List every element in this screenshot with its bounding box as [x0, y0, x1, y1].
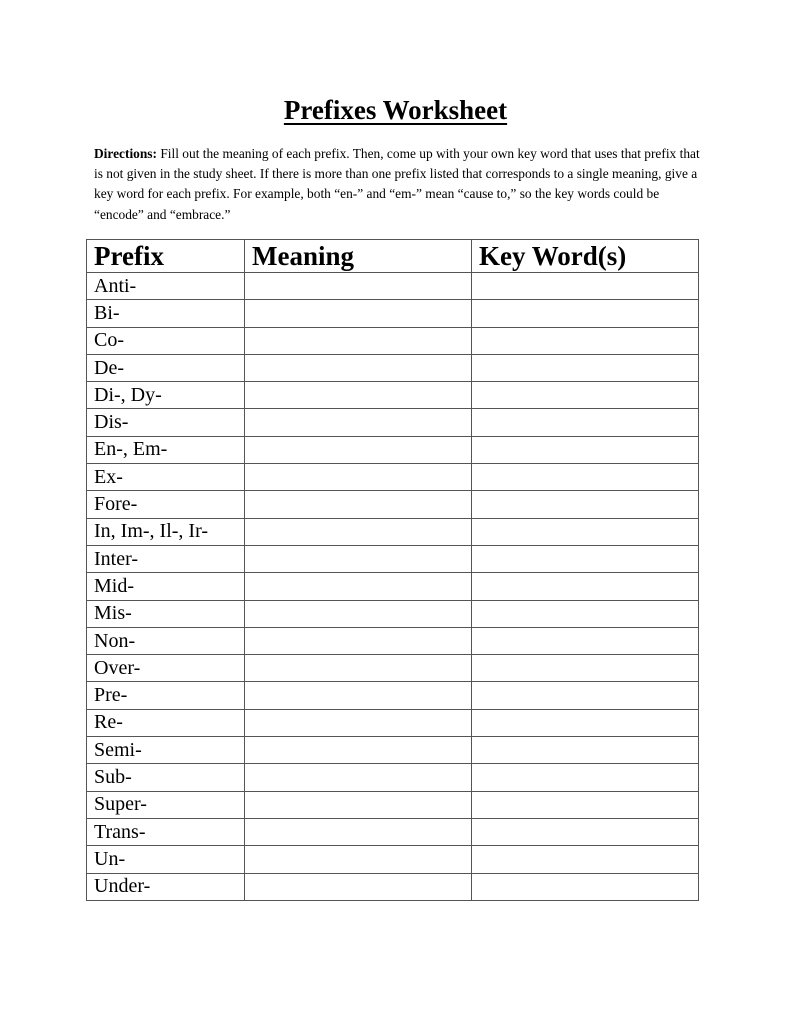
- meaning-cell[interactable]: [245, 409, 472, 436]
- table-row: [87, 709, 699, 736]
- key-words-cell[interactable]: [472, 873, 699, 900]
- meaning-cell[interactable]: [245, 545, 472, 572]
- key-words-cell[interactable]: [472, 409, 699, 436]
- meaning-cell[interactable]: [245, 464, 472, 491]
- prefix-cell: Super-: [87, 791, 245, 818]
- table-row: [87, 627, 699, 654]
- prefix-cell: Anti-: [87, 273, 245, 300]
- header-key-words: Key Word(s): [472, 240, 699, 273]
- table-row: [87, 300, 699, 327]
- key-words-cell[interactable]: [472, 300, 699, 327]
- key-words-cell[interactable]: [472, 846, 699, 873]
- key-words-cell[interactable]: [472, 382, 699, 409]
- meaning-cell[interactable]: [245, 873, 472, 900]
- table-row: [87, 273, 699, 300]
- table-row: [87, 436, 699, 463]
- key-words-cell[interactable]: [472, 791, 699, 818]
- key-words-cell[interactable]: [472, 764, 699, 791]
- meaning-cell[interactable]: [245, 436, 472, 463]
- page-title: Prefixes Worksheet: [283, 95, 508, 125]
- meaning-cell[interactable]: [245, 627, 472, 654]
- prefix-cell: Ex-: [87, 464, 245, 491]
- meaning-cell[interactable]: [245, 273, 472, 300]
- meaning-cell[interactable]: [245, 573, 472, 600]
- key-words-cell[interactable]: [472, 600, 699, 627]
- meaning-cell[interactable]: [245, 382, 472, 409]
- meaning-cell[interactable]: [245, 818, 472, 845]
- prefix-cell: Sub-: [87, 764, 245, 791]
- table-row: [87, 791, 699, 818]
- meaning-cell[interactable]: [245, 327, 472, 354]
- prefix-cell: Mis-: [87, 600, 245, 627]
- key-words-cell[interactable]: [472, 354, 699, 381]
- table-row: [87, 491, 699, 518]
- prefix-cell: Co-: [87, 327, 245, 354]
- meaning-cell[interactable]: [245, 300, 472, 327]
- meaning-cell[interactable]: [245, 354, 472, 381]
- meaning-cell[interactable]: [245, 682, 472, 709]
- key-words-cell[interactable]: [472, 518, 699, 545]
- table-row: [87, 873, 699, 900]
- prefix-cell: Trans-: [87, 818, 245, 845]
- meaning-cell[interactable]: [245, 709, 472, 736]
- prefix-cell: Mid-: [87, 573, 245, 600]
- key-words-cell[interactable]: [472, 573, 699, 600]
- prefix-cell: Under-: [87, 873, 245, 900]
- prefix-cell: Un-: [87, 846, 245, 873]
- table-row: [87, 518, 699, 545]
- meaning-cell[interactable]: [245, 655, 472, 682]
- prefix-cell: Over-: [87, 655, 245, 682]
- table-row: [87, 682, 699, 709]
- directions-text: Fill out the meaning of each prefix. Then, come up with your own key word that uses that prefix that is not given in the study sheet. If there is more than one prefix listed that corresponds to a single meaning, give a key word for each prefix. For example, both “en-” and “em-” mean “cause to,” so the key words could be “encode” and “embrace.”: [94, 146, 700, 222]
- table-row: [87, 573, 699, 600]
- prefix-cell: Dis-: [87, 409, 245, 436]
- key-words-cell[interactable]: [472, 818, 699, 845]
- table-row: [87, 764, 699, 791]
- meaning-cell[interactable]: [245, 600, 472, 627]
- meaning-cell[interactable]: [245, 764, 472, 791]
- prefix-cell: Inter-: [87, 545, 245, 572]
- header-meaning: Meaning: [245, 240, 472, 273]
- meaning-cell[interactable]: [245, 518, 472, 545]
- meaning-cell[interactable]: [245, 791, 472, 818]
- table-row: [87, 464, 699, 491]
- directions-label: Directions:: [94, 146, 157, 161]
- key-words-cell[interactable]: [472, 491, 699, 518]
- table-row: [87, 327, 699, 354]
- key-words-cell[interactable]: [472, 464, 699, 491]
- key-words-cell[interactable]: [472, 273, 699, 300]
- key-words-cell[interactable]: [472, 655, 699, 682]
- meaning-cell[interactable]: [245, 737, 472, 764]
- table-row: [87, 818, 699, 845]
- prefix-cell: Fore-: [87, 491, 245, 518]
- table-row: [87, 655, 699, 682]
- key-words-cell[interactable]: [472, 737, 699, 764]
- table-row: [87, 846, 699, 873]
- prefix-table: [86, 239, 699, 901]
- table-row: [87, 409, 699, 436]
- prefix-cell: Bi-: [87, 300, 245, 327]
- table-body: [87, 273, 699, 901]
- key-words-cell[interactable]: [472, 709, 699, 736]
- directions-paragraph: [94, 144, 704, 225]
- prefix-cell: En-, Em-: [87, 436, 245, 463]
- key-words-cell[interactable]: [472, 327, 699, 354]
- table-header-row: [87, 240, 699, 273]
- prefix-cell: Pre-: [87, 682, 245, 709]
- header-prefix: Prefix: [87, 240, 245, 273]
- prefix-cell: In, Im-, Il-, Ir-: [87, 518, 245, 545]
- table-row: [87, 382, 699, 409]
- table-row: [87, 737, 699, 764]
- meaning-cell[interactable]: [245, 846, 472, 873]
- table-row: [87, 354, 699, 381]
- prefix-cell: De-: [87, 354, 245, 381]
- table-row: [87, 545, 699, 572]
- prefix-cell: Re-: [87, 709, 245, 736]
- key-words-cell[interactable]: [472, 436, 699, 463]
- prefix-cell: Di-, Dy-: [87, 382, 245, 409]
- key-words-cell[interactable]: [472, 545, 699, 572]
- prefix-cell: Non-: [87, 627, 245, 654]
- key-words-cell[interactable]: [472, 682, 699, 709]
- table-row: [87, 600, 699, 627]
- prefix-cell: Semi-: [87, 737, 245, 764]
- key-words-cell[interactable]: [472, 627, 699, 654]
- meaning-cell[interactable]: [245, 491, 472, 518]
